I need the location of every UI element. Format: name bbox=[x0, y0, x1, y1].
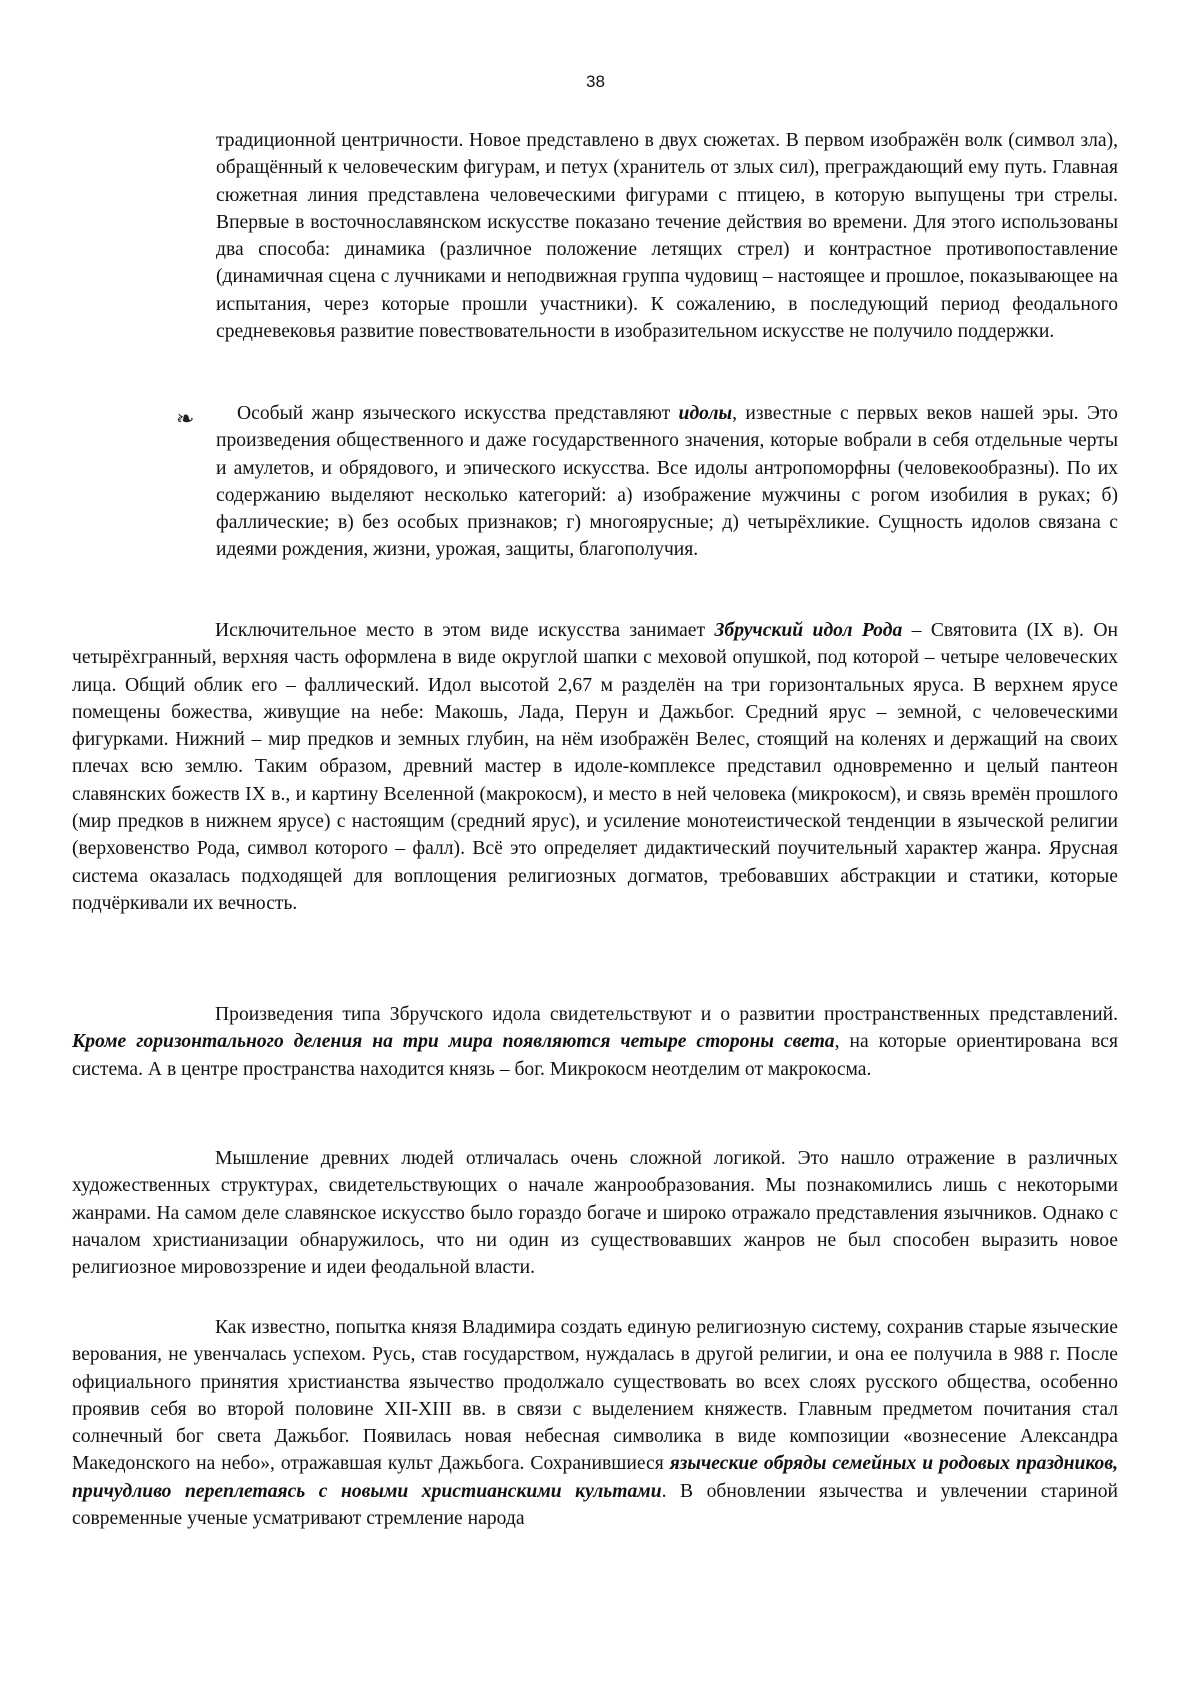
idols-text-a: Особый жанр языческого искусства представляют bbox=[237, 403, 679, 424]
paragraph-idols bbox=[216, 400, 1118, 564]
page-number: 38 bbox=[586, 72, 605, 91]
zbruch-emphasis: Збручский идол Рода bbox=[714, 620, 903, 641]
paragraph-thinking: Мышление древних людей отличалась очень сложной логикой. Это нашло отражение в различных художественных структурах, свидетельствующих о начале жанрообразования. Мы познакомились лишь с некоторыми жанрами. На самом деле славянское искусство было гораздо богаче и широко отражало представления язычников. Однако с началом христианизации обнаружилось, что ни один из существовавших жанров не был способен выразить новое религиозное мировоззрение и идеи феодальной власти. bbox=[72, 1148, 1118, 1279]
paragraph-zbruch-idol bbox=[72, 617, 1118, 917]
fleuron-icon: ❧ bbox=[176, 406, 195, 431]
idols-emphasis: идолы bbox=[678, 403, 733, 424]
christ-emphasis: языческие обряды семейных и родовых праздников, причудливо переплетаясь с новыми христианскими культами bbox=[72, 1453, 1118, 1502]
spatial-text-c: , на которые ориентирована вся система. А в центре пространства находится князь – бог. Микрокосм неотделим от макрокосма. bbox=[72, 1031, 1118, 1080]
zbruch-text-c: – Святовита (IX в). Он четырёхгранный, верхняя часть оформлена в виде округлой шапки с меховой опушкой, под которой – четыре человеческих лица. Общий облик его – фаллический. Идол высотой 2,67 м разделён на три горизонтальных яруса. В верхнем ярусе помещены божества, живущие на небе: Макошь, Лада, Перун и Дажьбог. Средний ярус – земной, с человеческими фигурками. Нижний – мир предков и земных глубин, на нём изображён Велес, стоящий на коленях и держащий на своих плечах всю землю. Таким образом, древний мастер в идоле-комплексе представил одновременно и целый пантеон славянских божеств IX в., и картину Вселенной (макрокосм), и место в ней человека (микрокосм), и связь времён прошлого (мир предков в нижнем ярусе) с настоящим (средний ярус), и усиление монотеистической тенденции в языческой религии (верховенство Рода, символ которого – фалл). Всё это определяет дидактический поучительный характер жанра. Ярусная система оказалась подходящей для воплощения религиозных догматов, требовавших абстракции и статики, которые подчёркивали их вечность. bbox=[72, 620, 1118, 914]
spatial-emphasis: Кроме горизонтального деления на три мира появляются четыре стороны света bbox=[72, 1031, 835, 1053]
zbruch-text-a: Исключительное место в этом виде искусства занимает bbox=[215, 620, 715, 641]
christ-text-c: . В обновлении язычества и увлечении стариной современные ученые усматривают стремление народа bbox=[72, 1480, 1118, 1530]
spatial-text-a: Произведения типа Збручского идола свидетельствуют и о развитии пространственных представлений. bbox=[215, 1004, 1118, 1025]
idols-text-c: , известные с первых веков нашей эры. Это произведения общественного и даже государственного значения, которые вобрали в себя отдельные черты и амулетов, и обрядового, и эпического искусства. Все идолы антропоморфны (человекообразны). По их содержанию выделяют несколько категорий: а) изображение мужчины с рогом изобилия в руках; б) фаллические; в) без особых признаков; г) многоярусные; д) четырёхликие. Сущность идолов связана с идеями рождения, жизни, урожая, защиты, благополучия. bbox=[216, 403, 1118, 561]
paragraph-spatial bbox=[72, 1001, 1118, 1083]
paragraph-scenes: традиционной центричности. Новое представлено в двух сюжетах. В первом изображён волк (символ зла), обращённый к человеческим фигурам, и петух (хранитель от злых сил), преграждающий ему путь. Главная сюжетная линия представлена человеческими фигурами с птицею, в которую выпущены три стрелы. Впервые в восточнославянском искусстве показано течение действия во времени. Для этого использованы два способа: динамика (различное положение летящих стрел) и контрастное противопоставление (динамичная сцена с лучниками и неподвижная группа чудовищ – настоящее и прошлое, показывающее на испытания, через которые прошли участники). К сожалению, в последующий период феодального средневековья развитие повествовательности в изобразительном искусстве не получило поддержки. bbox=[216, 130, 1118, 343]
christ-text-a: Как известно, попытка князя Владимира создать единую религиозную систему, сохранив старые языческие верования, не увенчалась успехом. Русь, став государством, нуждалась в другой религии, и она ее получила в 988 г. После официального принятия христианства язычество продолжало существовать во всех слоях русского общества, особенно проявив себя во второй половине XII-XIII вв. в связи с выделением княжеств. Главным предметом почитания стал солнечный бог света Дажьбог. Появилась новая небесная символика в виде композиции «вознесение Александра Македонского на небо», отражавшая культ Дажьбога. Сохранившиеся bbox=[72, 1317, 1118, 1475]
paragraph-christianization bbox=[72, 1314, 1118, 1532]
